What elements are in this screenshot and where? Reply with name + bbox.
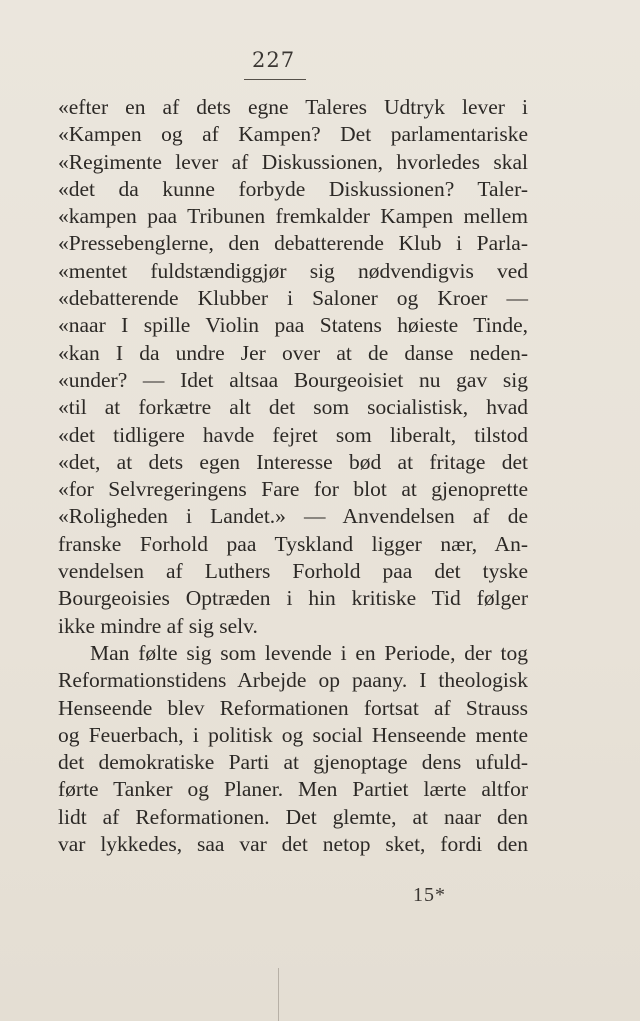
- text-line: «mentet fuldstændiggjør sig nødvendigvis ved: [58, 258, 528, 283]
- text-line: «Kampen og af Kampen? Det parlamentariske: [58, 122, 528, 147]
- text-line: «efter en af dets egne Taleres Udtryk lever i: [58, 95, 528, 119]
- signature-mark: 15*: [413, 884, 446, 906]
- text-line: «Regimente lever af Diskussionen, hvorledes skal: [58, 149, 528, 174]
- text-line: «det tidligere havde fejret som liberalt, tilstod: [58, 422, 528, 447]
- text-line: «til at forkætre alt det som socialistisk, hvad: [58, 395, 528, 420]
- text-line: «Pressebenglerne, den debatterende Klub i Parla-: [58, 231, 528, 256]
- text-line: «det, at dets egen Interesse bød at fritage det: [58, 449, 528, 474]
- text-line: «kampen paa Tribunen fremkalder Kampen mellem: [58, 204, 528, 229]
- text-line: Henseende blev Reformationen fortsat af Strauss: [58, 695, 528, 720]
- text-line: vendelsen af Luthers Forhold paa det tyske: [58, 559, 528, 584]
- text-line: «kan I da undre Jer over at de danse neden-: [58, 340, 528, 365]
- text-line: lidt af Reformationen. Det glemte, at naar den: [58, 804, 528, 829]
- text-line: «naar I spille Violin paa Statens høieste Tinde,: [58, 313, 528, 338]
- text-line: «under? — Idet altsaa Bourgeoisiet nu gav sig: [58, 367, 528, 392]
- page-number-underline: [244, 79, 306, 80]
- text-line: Man følte sig som levende i en Periode, der tog: [90, 640, 528, 665]
- text-line: «Roligheden i Landet.» — Anvendelsen af de: [58, 504, 528, 529]
- text-line: Reformationstidens Arbejde op paany. I theologisk: [58, 668, 528, 693]
- text-line: og Feuerbach, i politisk og social Henseende mente: [58, 722, 528, 747]
- body-text: [58, 94, 528, 858]
- text-line: førte Tanker og Planer. Men Partiet lærte altfor: [58, 777, 528, 802]
- text-line: var lykkedes, saa var det netop sket, fordi den: [58, 832, 528, 857]
- text-line: franske Forhold paa Tyskland ligger nær, An-: [58, 531, 528, 556]
- text-line: Bourgeoisies Optræden i hin kritiske Tid følger: [58, 586, 528, 611]
- text-line: «debatterende Klubber i Saloner og Kroer —: [58, 286, 528, 311]
- text-line: «for Selvregeringens Fare for blot at gjenoprette: [58, 477, 528, 502]
- text-line: «det da kunne forbyde Diskussionen? Taler-: [58, 176, 528, 201]
- page-number: 227: [252, 48, 296, 72]
- text-line: ikke mindre af sig selv.: [58, 613, 258, 638]
- text-line: det demokratiske Parti at gjenoptage dens ufuld-: [58, 750, 528, 775]
- page-edge-mark: [278, 968, 279, 1021]
